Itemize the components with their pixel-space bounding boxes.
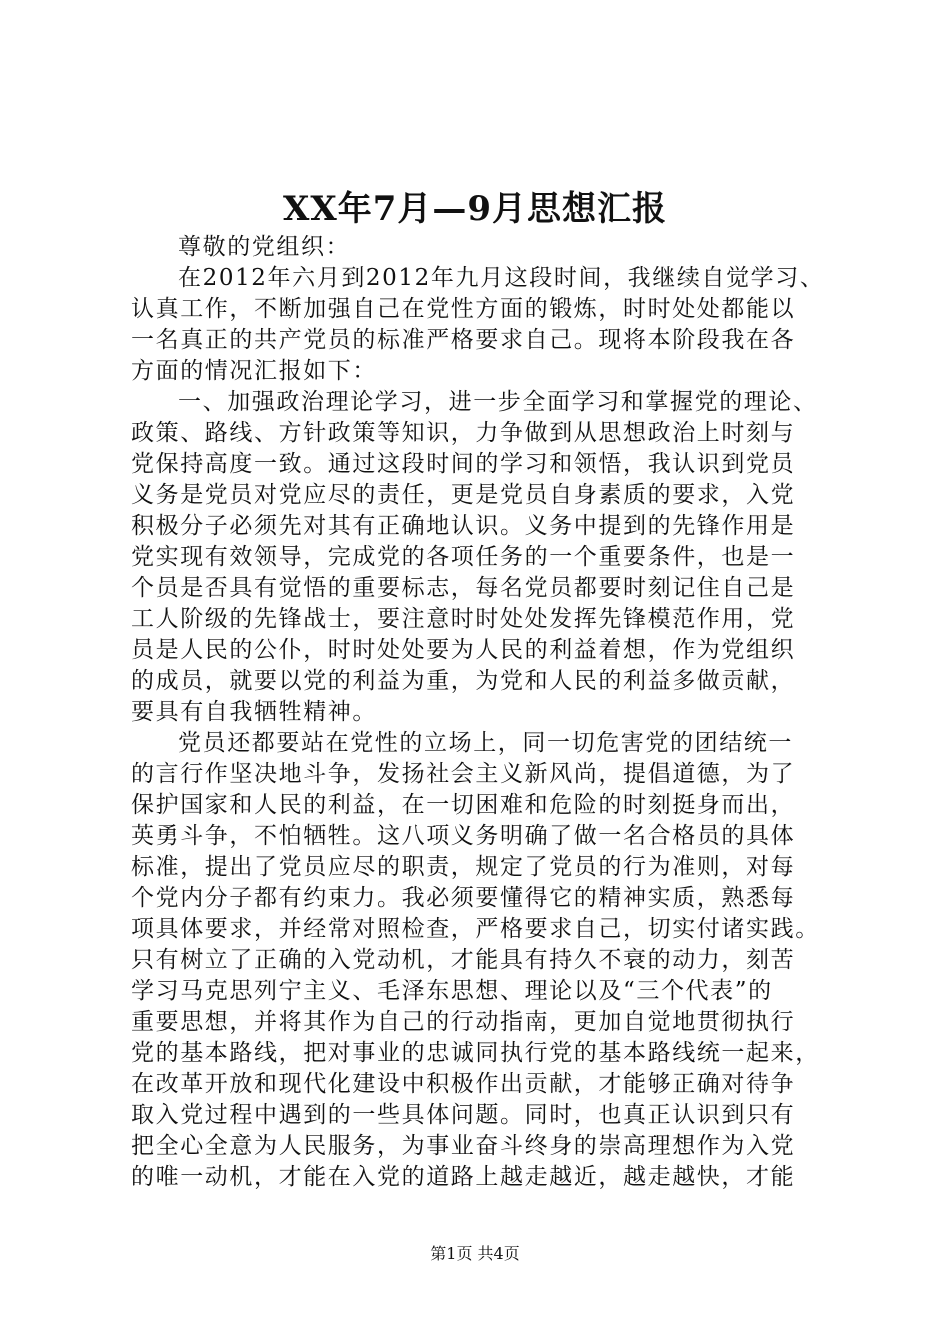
- paragraph-line: 一、加强政治理论学习，进一步全面学习和掌握党的理论、: [178, 389, 818, 415]
- paragraph-line: 英勇斗争，不怕牺牲。这八项义务明确了做一名合格员的具体: [131, 823, 796, 849]
- paragraph-line: 只有树立了正确的入党动机，才能具有持久不衰的动力，刻苦: [131, 947, 796, 973]
- document-title: XX年7月—9月思想汇报: [282, 189, 668, 229]
- paragraph-line: 义务是党员对党应尽的责任，更是党员自身素质的要求，入党: [131, 482, 796, 508]
- paragraph-line: 积极分子必须先对其有正确地认识。义务中提到的先锋作用是: [131, 513, 796, 539]
- paragraph-line: 认真工作，不断加强自己在党性方面的锻炼，时时处处都能以: [131, 296, 796, 322]
- paragraph-line: 项具体要求，并经常对照检查，严格要求自己，切实付诸实践。: [131, 916, 820, 942]
- paragraph-line: 一名真正的共产党员的标准严格要求自己。现将本阶段我在各: [131, 327, 796, 353]
- document-body: [131, 232, 831, 1193]
- paragraph-line: 员是人民的公仆，时时处处要为人民的利益着想，作为党组织: [131, 637, 796, 663]
- paragraph-line: 学习马克思列宁主义、毛泽东思想、理论以及“三个代表”的: [131, 978, 773, 1004]
- page-footer: 第1页 共4页: [430, 1244, 520, 1263]
- paragraph-line: 取入党过程中遇到的一些具体问题。同时，也真正认识到只有: [131, 1102, 796, 1128]
- paragraph-line: 把全心全意为人民服务，为事业奋斗终身的崇高理想作为入党: [131, 1133, 796, 1159]
- paragraph-line: 在改革开放和现代化建设中积极作出贡献，才能够正确对待争: [131, 1071, 796, 1097]
- paragraph-line: 重要思想，并将其作为自己的行动指南，更加自觉地贯彻执行: [131, 1009, 796, 1035]
- paragraph-line: 方面的情况汇报如下：: [131, 358, 377, 384]
- paragraph-line: 个员是否具有觉悟的重要标志，每名党员都要时刻记住自己是: [131, 575, 796, 601]
- paragraph-line: 工人阶级的先锋战士，要注意时时处处发挥先锋模范作用，党: [131, 606, 796, 632]
- paragraph-line: 的成员，就要以党的利益为重，为党和人民的利益多做贡献，: [131, 668, 796, 694]
- paragraph-line: 的言行作坚决地斗争，发扬社会主义新风尚，提倡道德，为了: [131, 761, 796, 787]
- paragraph-line: 保护国家和人民的利益，在一切困难和危险的时刻挺身而出，: [131, 792, 796, 818]
- paragraph-line: 要具有自我牺牲精神。: [131, 699, 377, 725]
- paragraph-line: 党实现有效领导，完成党的各项任务的一个重要条件，也是一: [131, 544, 796, 570]
- paragraph-line: 标准，提出了党员应尽的职责，规定了党员的行为准则，对每: [131, 854, 796, 880]
- paragraph-line: 党保持高度一致。通过这段时间的学习和领悟，我认识到党员: [131, 451, 796, 477]
- salutation-line: 尊敬的党组织：: [178, 234, 351, 260]
- paragraph-line: 政策、路线、方针政策等知识，力争做到从思想政治上时刻与: [131, 420, 796, 446]
- paragraph-line: 的唯一动机，才能在入党的道路上越走越近，越走越快，才能: [131, 1164, 796, 1190]
- paragraph-line: 党员还都要站在党性的立场上，同一切危害党的团结统一: [178, 730, 793, 756]
- paragraph-line: 个党内分子都有约束力。我必须要懂得它的精神实质，熟悉每: [131, 885, 796, 911]
- paragraph-line: 党的基本路线，把对事业的忠诚同执行党的基本路线统一起来，: [131, 1040, 820, 1066]
- paragraph-line: 在2012年六月到2012年九月这段时间，我继续自觉学习、: [178, 265, 825, 291]
